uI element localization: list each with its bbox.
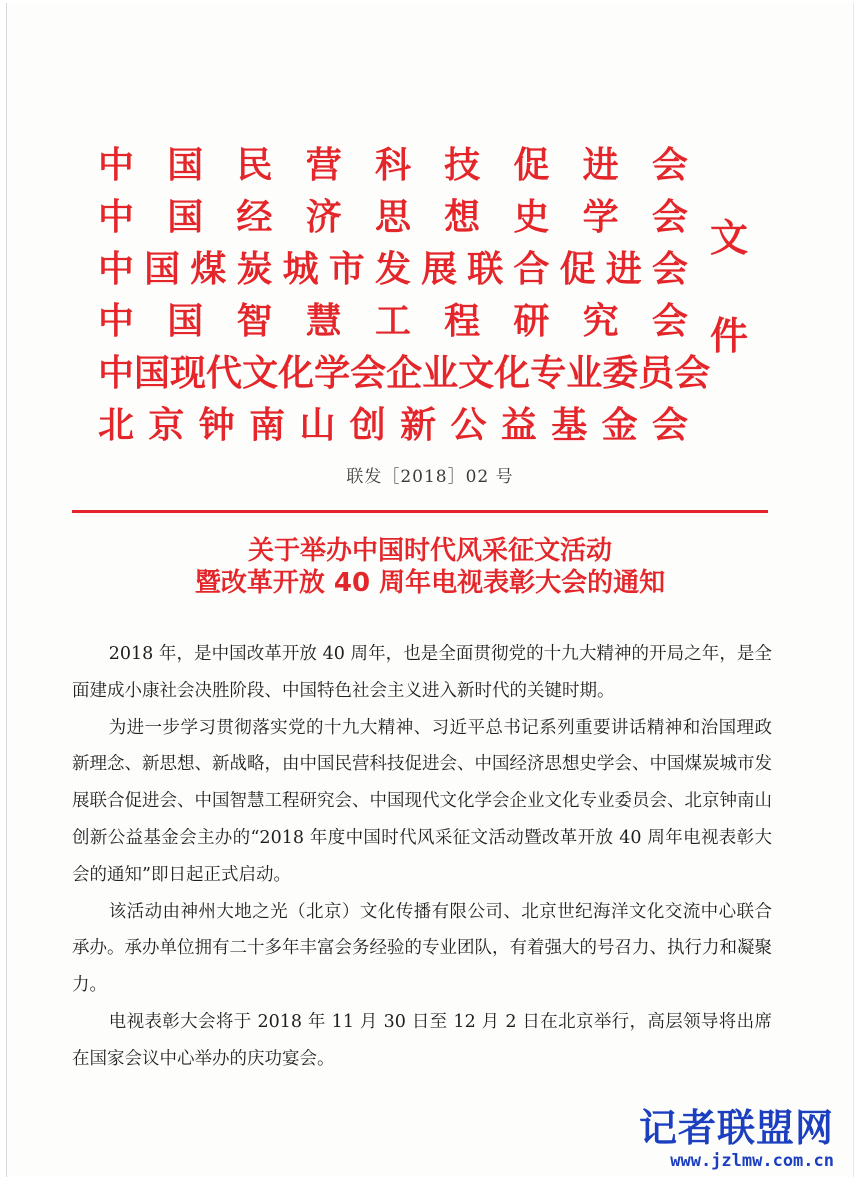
doc-type-char: 文 <box>709 216 748 260</box>
watermark-site-name: 记者联盟网 <box>638 1106 834 1150</box>
organization-name: 中 国 民 营 科 技 促 进 会 <box>98 145 688 186</box>
organization-name: 中 国 现 代 文 化 学 会 企 业 文 化 专 业 委 员 会 <box>98 353 711 394</box>
document-number: 联发［2018］02 号 <box>346 467 514 487</box>
body-paragraph: 电视表彰大会将于 2018 年 11 月 30 日至 12 月 2 日在北京举行，高层领导将出席在国家会议中心举办的庆功宴会。 <box>72 1011 772 1069</box>
body-paragraph: 2018 年，是中国改革开放 40 周年，也是全面贯彻党的十九大精神的开局之年，是全面建成小康社会决胜阶段、中国特色社会主义进入新时代的关键时期。 <box>72 644 772 701</box>
watermark-site-url: www.jzlmw.com.cn <box>670 1151 834 1171</box>
body-paragraph: 该活动由神州大地之光（北京）文化传播有限公司、北京世纪海洋文化交流中心联合承办。承办单位拥有二十多年丰富会务经验的专业团队，有着强大的号召力、执行力和凝聚力。 <box>72 901 772 996</box>
doc-type-char: 件 <box>709 314 748 358</box>
notice-title-line-1: 关于举办中国时代风采征文活动 <box>247 536 612 566</box>
site-watermark <box>634 1106 834 1172</box>
document-type-label <box>705 215 753 411</box>
organization-name: 中 国 智 慧 工 程 研 究 会 <box>98 301 688 342</box>
organization-name: 中 国 经 济 思 想 史 学 会 <box>98 197 688 238</box>
notice-title-line-2: 暨改革开放 40 周年电视表彰大会的通知 <box>194 568 666 598</box>
header-divider <box>72 510 768 513</box>
organization-name: 北 京 钟 南 山 创 新 公 益 基 金 会 <box>98 405 688 446</box>
issuing-organizations <box>98 140 711 452</box>
body-paragraph: 为进一步学习贯彻落实党的十九大精神、习近平总书记系列重要讲话精神和治国理政新理念、新思想、新战略，由中国民营科技促进会、中国经济思想史学会、中国煤炭城市发展联合促进会、中国智慧工程研究会、中国现代文化学会企业文化专业委员会、北京钟南山创新公益基金会主办的“2018 年度中国时代风采征文活动暨改革开放 40 周年电视表彰大会的通知”即日起正式启动。 <box>72 717 772 885</box>
notice-body <box>72 636 772 1078</box>
organization-name: 中 国 煤 炭 城 市 发 展 联 合 促 进 会 <box>98 249 688 290</box>
